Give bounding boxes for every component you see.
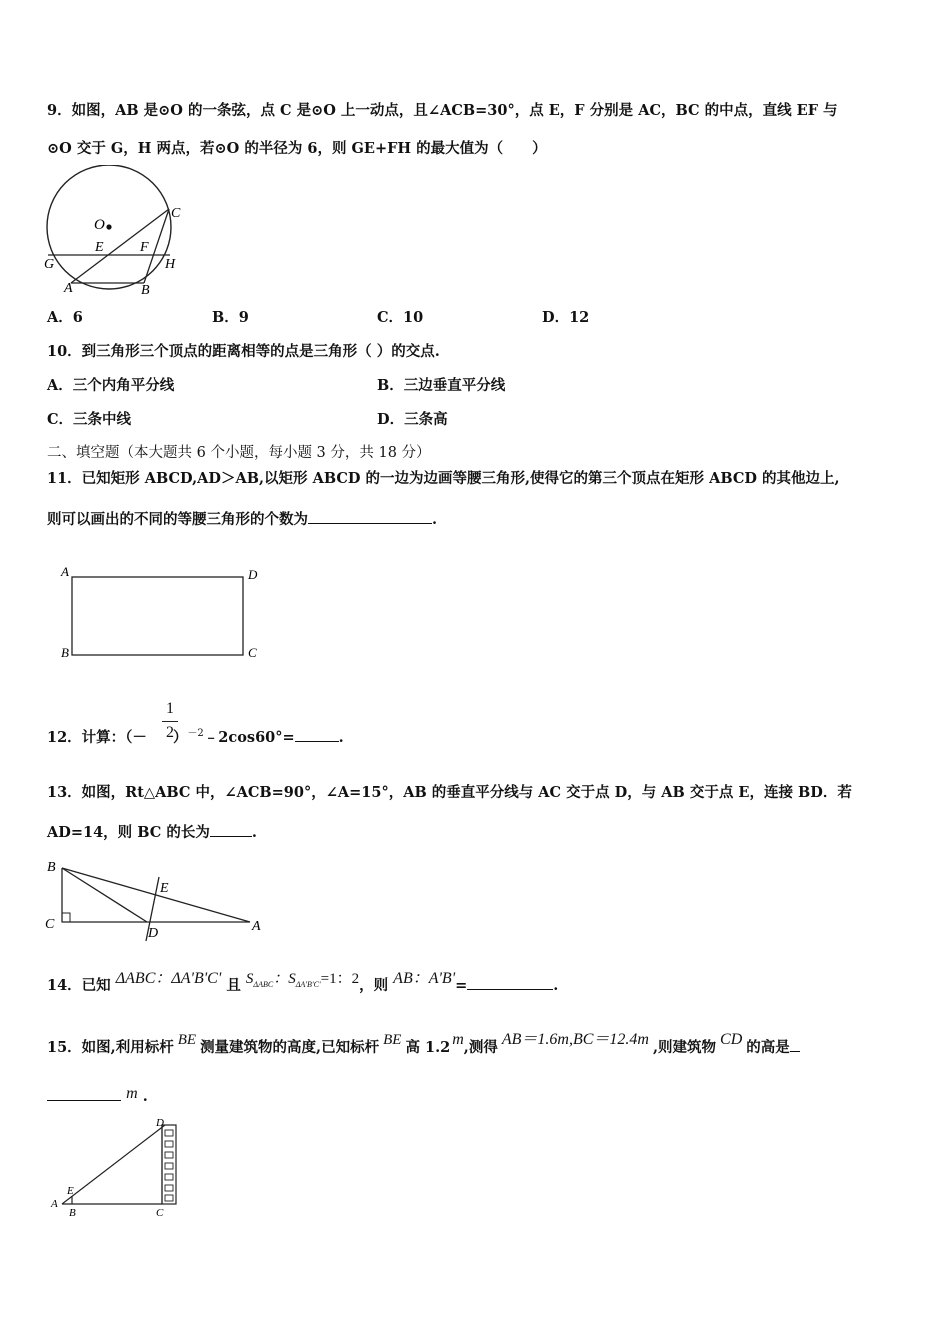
- q9-line1: 9．如图，AB 是⊙O 的一条弦，点 C 是⊙O 上一动点，且∠ACB=30°，点 E，F 分别是 AC，BC 的中点，直线 EF 与: [47, 102, 838, 119]
- q11-rectangle-figure: [56, 563, 276, 665]
- q9-label-b: B: [141, 283, 150, 298]
- q15-label-b: B: [69, 1207, 76, 1219]
- q14-end: .: [553, 977, 559, 994]
- q15-text-4: ,测得: [463, 1039, 498, 1056]
- q15-label-c: C: [156, 1207, 164, 1219]
- q11-label-c: C: [248, 645, 257, 660]
- q9-circle-figure: [42, 165, 187, 300]
- q14-area-ratio: $S_{\Delta ABC}$：$S_{\Delta A'B'C'}=1$：2: [245, 971, 360, 989]
- q13-label-d: D: [148, 926, 159, 941]
- q9-label-e: E: [95, 240, 104, 255]
- q10-option-c: C．三条中线: [47, 411, 132, 428]
- q13-label-b: B: [47, 860, 56, 875]
- q15-end: .: [142, 1088, 148, 1105]
- q14-then: ，则: [359, 977, 389, 994]
- q12-fraction-bar: [162, 721, 178, 722]
- q15-label-d: D: [156, 1117, 164, 1129]
- section-heading: 二、填空题（本大题共 6 个小题，每小题 3 分，共 18 分）: [47, 445, 431, 461]
- q9-label-g: G: [44, 257, 55, 272]
- q15-text-3: 高 1.2: [405, 1039, 451, 1056]
- q13-line1: 13．如图，Rt△ABC 中，∠ACB=90°，∠A=15°，AB 的垂直平分线与 AC 交于点 D，与 AB 交于点 E，连接 BD．若: [47, 784, 852, 801]
- q9-label-f: F: [140, 240, 149, 255]
- q11-line2: [47, 507, 437, 530]
- q12-end: .: [338, 728, 344, 746]
- q9-label-o: O: [94, 217, 105, 233]
- q13-line2-text: AD=14，则 BC 的长为: [47, 824, 210, 841]
- q11-label-a: A: [61, 564, 69, 579]
- q15-be-2: BE: [383, 1032, 402, 1048]
- q15-unit-m: m: [452, 1031, 464, 1048]
- q15-measurements: AB＝1.6m,BC＝12.4m: [501, 1031, 649, 1048]
- q15-be-1: BE: [177, 1032, 197, 1048]
- q14-side-ratio: AB：A'B': [393, 970, 456, 987]
- q10-option-d: D．三条高: [377, 411, 448, 428]
- q15-answer-blank-start: [790, 1035, 800, 1052]
- q15-text-5: ,则建筑物: [652, 1039, 717, 1056]
- q9-option-a: A．6: [47, 309, 83, 326]
- q11-line1: 11．已知矩形 ABCD,AD＞AB,以矩形 ABCD 的一边为边画等腰三角形,使得它的第三个顶点在矩形 ABCD 的其他边上,: [47, 470, 840, 487]
- q12-prefix: 12．计算：（－: [47, 728, 147, 746]
- q10-text: 10．到三角形三个顶点的距离相等的点是三角形（ ）的交点.: [47, 343, 440, 360]
- q11-label-b: B: [61, 645, 69, 660]
- q15-label-e: E: [67, 1185, 74, 1197]
- q12-answer-blank[interactable]: [295, 725, 339, 742]
- q9-line2: ⊙O 交于 G，H 两点，若⊙O 的半径为 6，则 GE+FH 的最大值为（ ）: [47, 140, 547, 157]
- q9-option-b: B．9: [212, 309, 249, 326]
- q13-label-e: E: [160, 881, 169, 896]
- q11-label-d: D: [248, 567, 258, 582]
- q13-label-c: C: [45, 917, 55, 932]
- q14-eq: =: [455, 977, 468, 994]
- q10-option-b: B．三边垂直平分线: [377, 377, 506, 394]
- q14-answer-blank[interactable]: [467, 973, 553, 990]
- q12-fraction-numerator: 1: [166, 700, 174, 717]
- q9-label-c: C: [171, 206, 181, 221]
- q13-answer-blank[interactable]: [210, 820, 252, 837]
- q15-answer-blank[interactable]: [47, 1084, 121, 1101]
- q13-line2: [47, 820, 257, 843]
- q12-exponent: －2: [187, 728, 204, 739]
- q11-line2-text: 则可以画出的不同的等腰三角形的个数为: [47, 511, 308, 528]
- q15-text-1: 15．如图,利用标杆: [47, 1039, 174, 1056]
- q9-option-d: D．12: [542, 309, 590, 326]
- q15-line1: [47, 1031, 800, 1058]
- q15-text-2: 测量建筑物的高度,已知标杆: [200, 1039, 380, 1056]
- q12-fraction-denominator: 2: [166, 724, 174, 741]
- q11-line2-end: .: [432, 511, 438, 528]
- q10-option-a: A．三个内角平分线: [47, 377, 175, 394]
- q12-line: [47, 724, 344, 748]
- q15-text-6: 的高是: [746, 1039, 790, 1056]
- q11-answer-blank[interactable]: [308, 507, 432, 524]
- q12-suffix: ）: [172, 728, 188, 746]
- q13-label-a: A: [252, 919, 261, 934]
- q15-cd: CD: [720, 1031, 743, 1048]
- q9-option-c: C．10: [377, 309, 424, 326]
- q15-label-a: A: [51, 1198, 58, 1210]
- q15-line2: [47, 1084, 148, 1107]
- q13-line2-end: .: [251, 824, 257, 841]
- q12-rest: ﹣2cos60°=: [203, 728, 295, 746]
- q13-triangle-figure: [42, 855, 267, 945]
- q9-label-h: H: [165, 257, 176, 272]
- q14-line: [47, 970, 559, 1002]
- q9-label-a: A: [64, 281, 73, 296]
- q15-building-figure: [48, 1115, 193, 1223]
- q15-unit-answer: m: [126, 1085, 138, 1102]
- q14-similarity: ΔABC：ΔA'B'C': [115, 970, 222, 987]
- q14-prefix: 14．已知: [47, 977, 111, 994]
- q14-mid: 且: [226, 977, 241, 994]
